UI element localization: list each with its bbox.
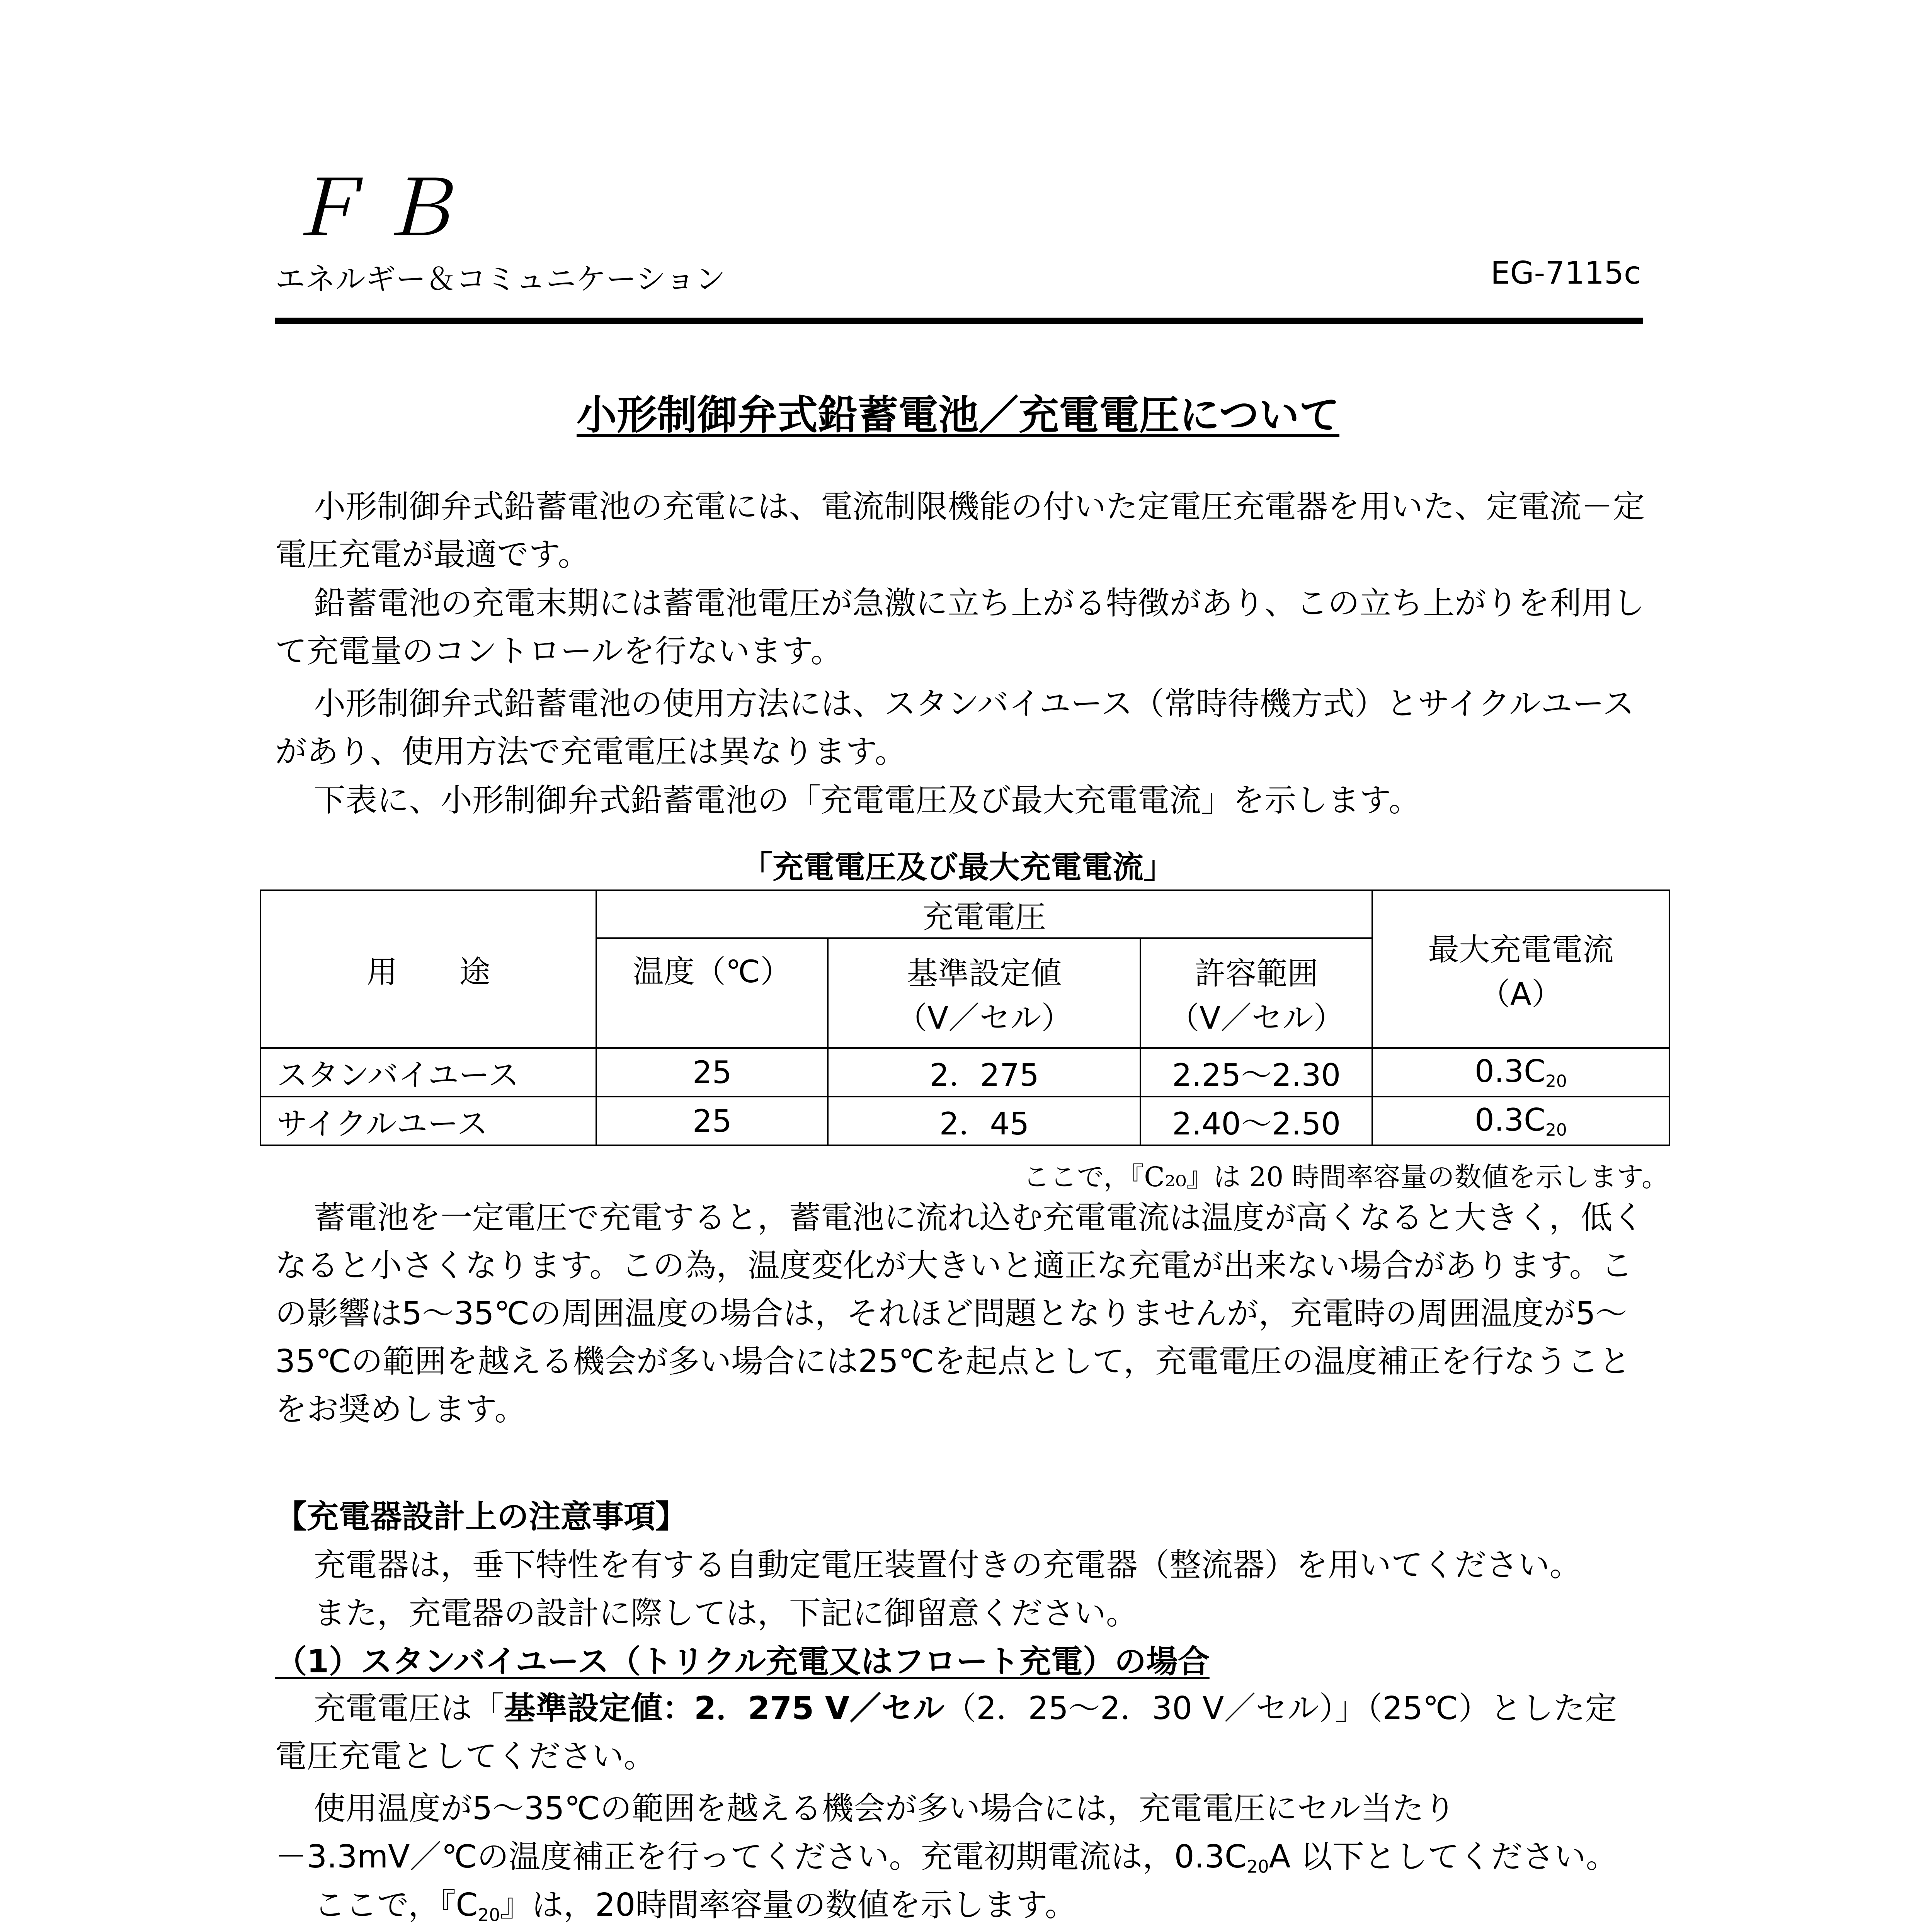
table-caption: 「充電電圧及び最大充電電流」 [742,849,1174,885]
header-rule [275,318,1643,324]
header-max-current: 最大充電電流 （A） [1372,890,1669,1048]
table-row [260,1097,1669,1145]
table-header-row [260,890,1669,938]
cell-current: $0.3C_{20}$ [1372,1097,1669,1145]
document-number: EG-7115c [1491,255,1641,291]
intro-paragraph-1: 小形制御弁式鉛蓄電池の充電には、電流制限機能の付いた定電圧充電器を用いた、定電流－定電圧充電が最適です。 [275,488,1645,573]
header-allowable-range: 許容範囲 （V／セル） [1140,938,1372,1048]
standby-paragraph-1: 充電電圧は「基準設定値：2．275 V／セル（2．25～2．30 V／セル）」（25℃）とした定電圧充電としてください。 [275,1690,1617,1775]
header-use: 用 途 [260,890,596,1048]
cell-range: 2.25～2.30 [1140,1048,1372,1097]
standby-heading: （1）スタンバイユース（トリクル充電又はフロート充電）の場合 [275,1643,1210,1680]
standby-example-line-1 [314,1928,1373,1932]
header-charge-voltage: 充電電圧 [596,890,1372,938]
standby-temp-line-2: －3.3mV／℃の温度補正を行ってください。充電初期電流は，$0.3C_{20}A$ 以下としてください。 [275,1838,1618,1877]
charge-voltage-table [260,889,1670,1146]
header-temperature: 温度（℃） [596,938,828,1048]
cell-temperature: 25 [596,1048,828,1097]
cell-use: サイクルユース [260,1097,596,1145]
table-row [260,1048,1669,1097]
header-reference-value: 基準設定値 （V／セル） [828,938,1140,1048]
intro-paragraph-4: 下表に、小形制御弁式鉛蓄電池の「充電電圧及び最大充電電流」を示します。 [314,782,1421,819]
document-title: 小形制御弁式鉛蓄電池／充電電圧について [577,391,1339,439]
standby-temp-line-1: 使用温度が5～35℃の範囲を越える機会が多い場合には，充電電圧にセル当たり [314,1790,1456,1827]
tagline: エネルギー＆コミュニケーション [275,262,726,297]
company-logo: ＦＢ [286,167,472,252]
design-note-line-1: 充電器は，垂下特性を有する自動定電圧装置付きの充電器（整流器）を用いてください。 [314,1547,1582,1583]
cell-range: 2.40～2.50 [1140,1097,1372,1145]
design-notes-heading: 【充電器設計上の注意事項】 [275,1498,687,1535]
design-note-line-2: また，充電器の設計に際しては，下記に御留意ください。 [314,1595,1138,1632]
standby-c20-note: ここで，『$C_{20}$』は，20時間率容量の数値を示します。 [314,1887,1077,1925]
table-note: ここで，『C₂₀』は 20 時間率容量の数値を示します。 [1023,1161,1669,1193]
intro-paragraph-3: 小形制御弁式鉛蓄電池の使用方法には、スタンバイユース（常時待機方式）とサイクルユースがあり、使用方法で充電電圧は異なります。 [275,685,1634,770]
cell-reference: 2．45 [828,1097,1140,1145]
cell-use: スタンバイユース [260,1048,596,1097]
intro-paragraph-2: 鉛蓄電池の充電末期には蓄電池電圧が急激に立ち上がる特徴があり、この立ち上がりを利用して充電量のコントロールを行ないます。 [275,585,1645,670]
cell-current: $0.3C_{20}$ [1372,1048,1669,1097]
temperature-paragraph: 蓄電池を一定電圧で充電すると，蓄電池に流れ込む充電電流は温度が高くなると大きく，低くなると小さくなります。この為，温度変化が大きいと適正な充電が出来ない場合があります。この影響は5～35℃の周囲温度の場合は，それほど問題となりませんが，充電時の周囲温度が5～35℃の範囲を越える機会が多い場合には25℃を起点として，充電電圧の温度補正を行なうことをお奨めします。 [275,1199,1644,1428]
cell-reference: 2．275 [828,1048,1140,1097]
cell-temperature: 25 [596,1097,828,1145]
